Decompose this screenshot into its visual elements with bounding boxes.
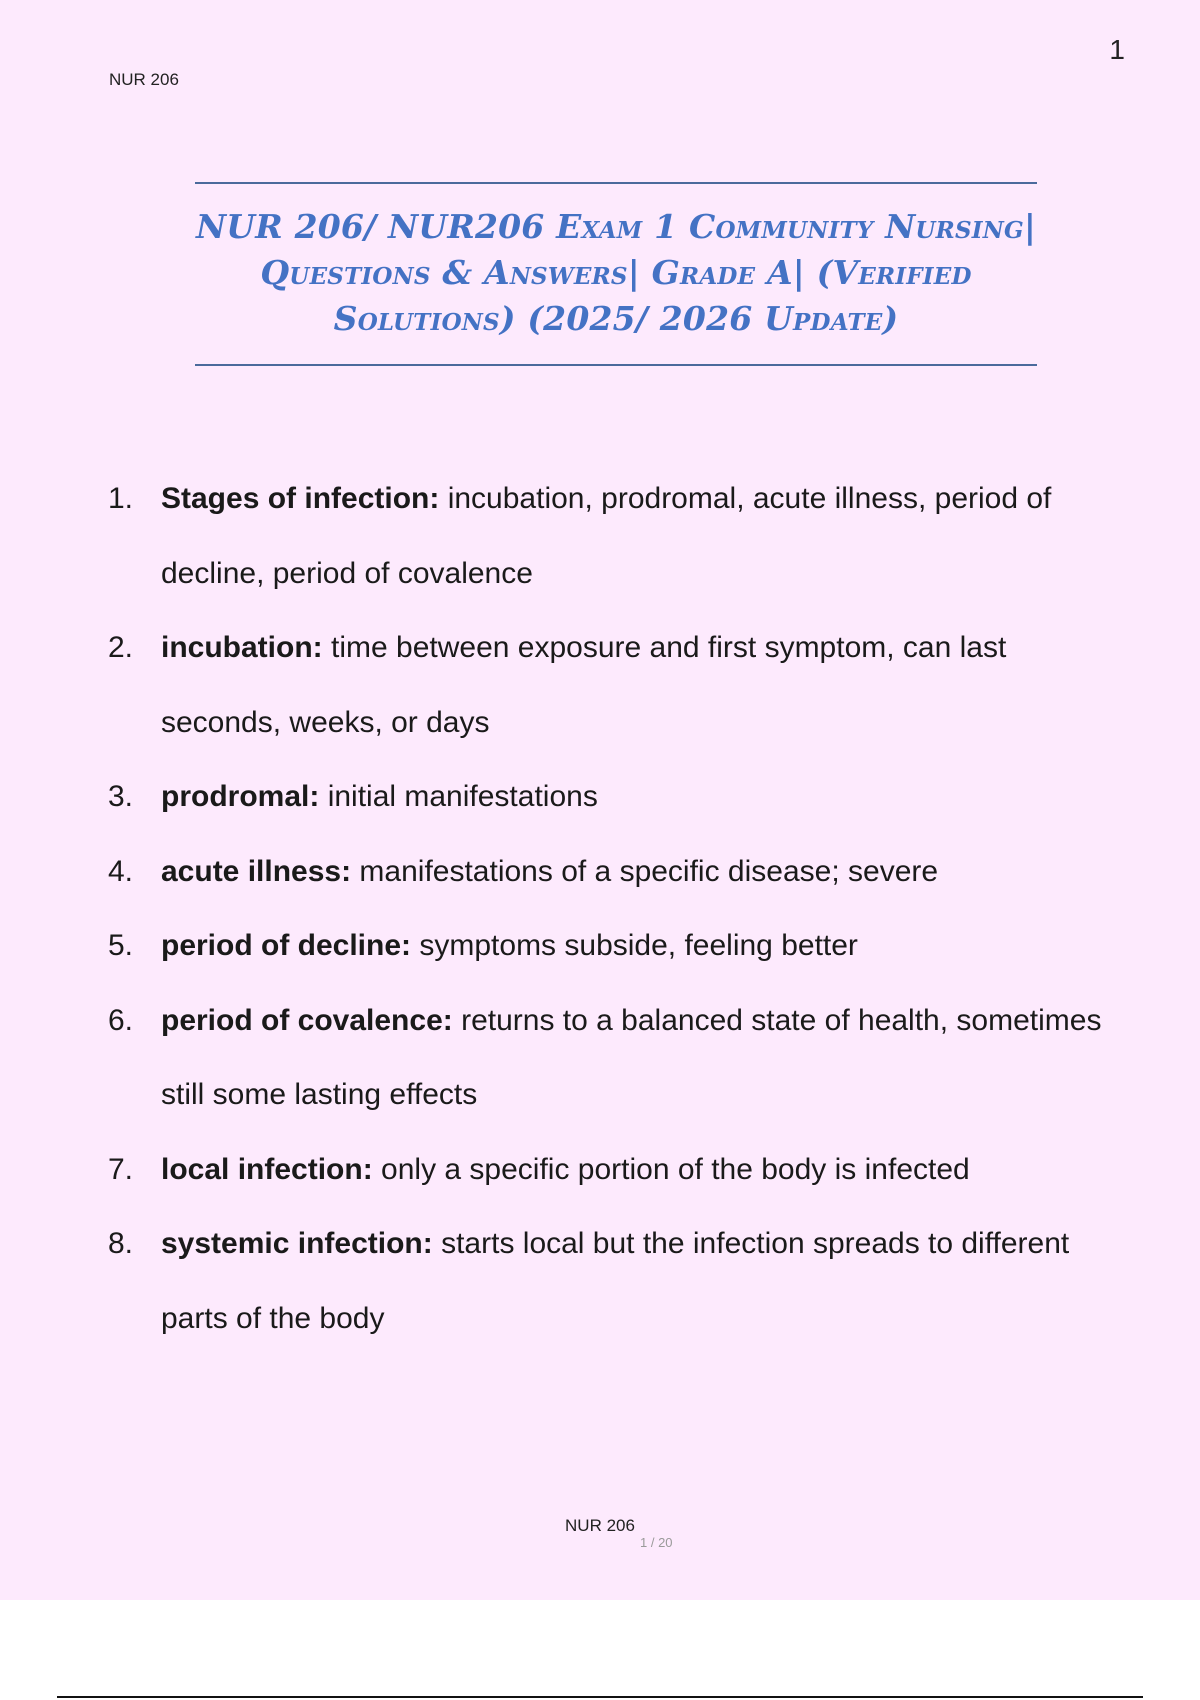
list-item	[108, 1207, 1128, 1356]
item-number: 1.	[108, 482, 134, 515]
item-term: Stages of infection:	[161, 482, 440, 515]
list-item	[108, 984, 1128, 1133]
footer-page-count: 1 / 20	[640, 1535, 673, 1550]
item-number: 5.	[108, 929, 134, 962]
title-top-rule	[195, 182, 1037, 184]
list-item	[108, 462, 1128, 611]
document-title: NUR 206/ NUR206 Exam 1 Community Nursing| Questions & Answers| Grade A| (Verified Solutions) (2025/ 2026 Update)	[195, 207, 1037, 338]
item-term: period of decline:	[161, 929, 412, 962]
title-bottom-rule	[195, 364, 1037, 366]
list-item	[108, 909, 1128, 984]
footer-course: NUR 206	[565, 1516, 635, 1535]
item-definition: symptoms subside, feeling better	[419, 929, 858, 962]
item-number: 6.	[108, 1003, 134, 1037]
item-term: systemic infection:	[161, 1227, 433, 1260]
item-number: 7.	[108, 1152, 134, 1186]
item-definition: manifestations of a specific disease; severe	[359, 854, 939, 888]
item-definition: returns to a balanced state of health, sometimes still some lasting effects	[161, 1003, 1102, 1111]
item-number: 4.	[108, 854, 134, 888]
header-course: NUR 206	[109, 70, 179, 89]
item-definition: initial manifestations	[327, 780, 598, 813]
item-number: 8.	[108, 1227, 134, 1260]
item-term: local infection:	[161, 1152, 373, 1186]
list-item	[108, 835, 1128, 910]
item-term: acute illness:	[161, 854, 352, 888]
page-number: 1	[1109, 34, 1125, 65]
bottom-divider	[57, 1696, 1143, 1698]
qa-list	[108, 462, 1128, 1356]
item-number: 3.	[108, 780, 134, 813]
item-number: 2.	[108, 631, 134, 664]
item-definition: starts local but the infection spreads to different parts of the body	[161, 1227, 1070, 1335]
item-definition: incubation, prodromal, acute illness, period of decline, period of covalence	[161, 482, 1052, 590]
list-item	[108, 1133, 1128, 1208]
item-term: period of covalence:	[161, 1003, 453, 1037]
item-term: incubation:	[161, 631, 323, 664]
list-item	[108, 611, 1128, 760]
item-definition: time between exposure and first symptom, can last seconds, weeks, or days	[161, 631, 1007, 739]
item-definition: only a specific portion of the body is infected	[381, 1152, 970, 1186]
item-term: prodromal:	[161, 780, 320, 813]
list-item	[108, 760, 1128, 835]
title-block	[195, 182, 1037, 366]
